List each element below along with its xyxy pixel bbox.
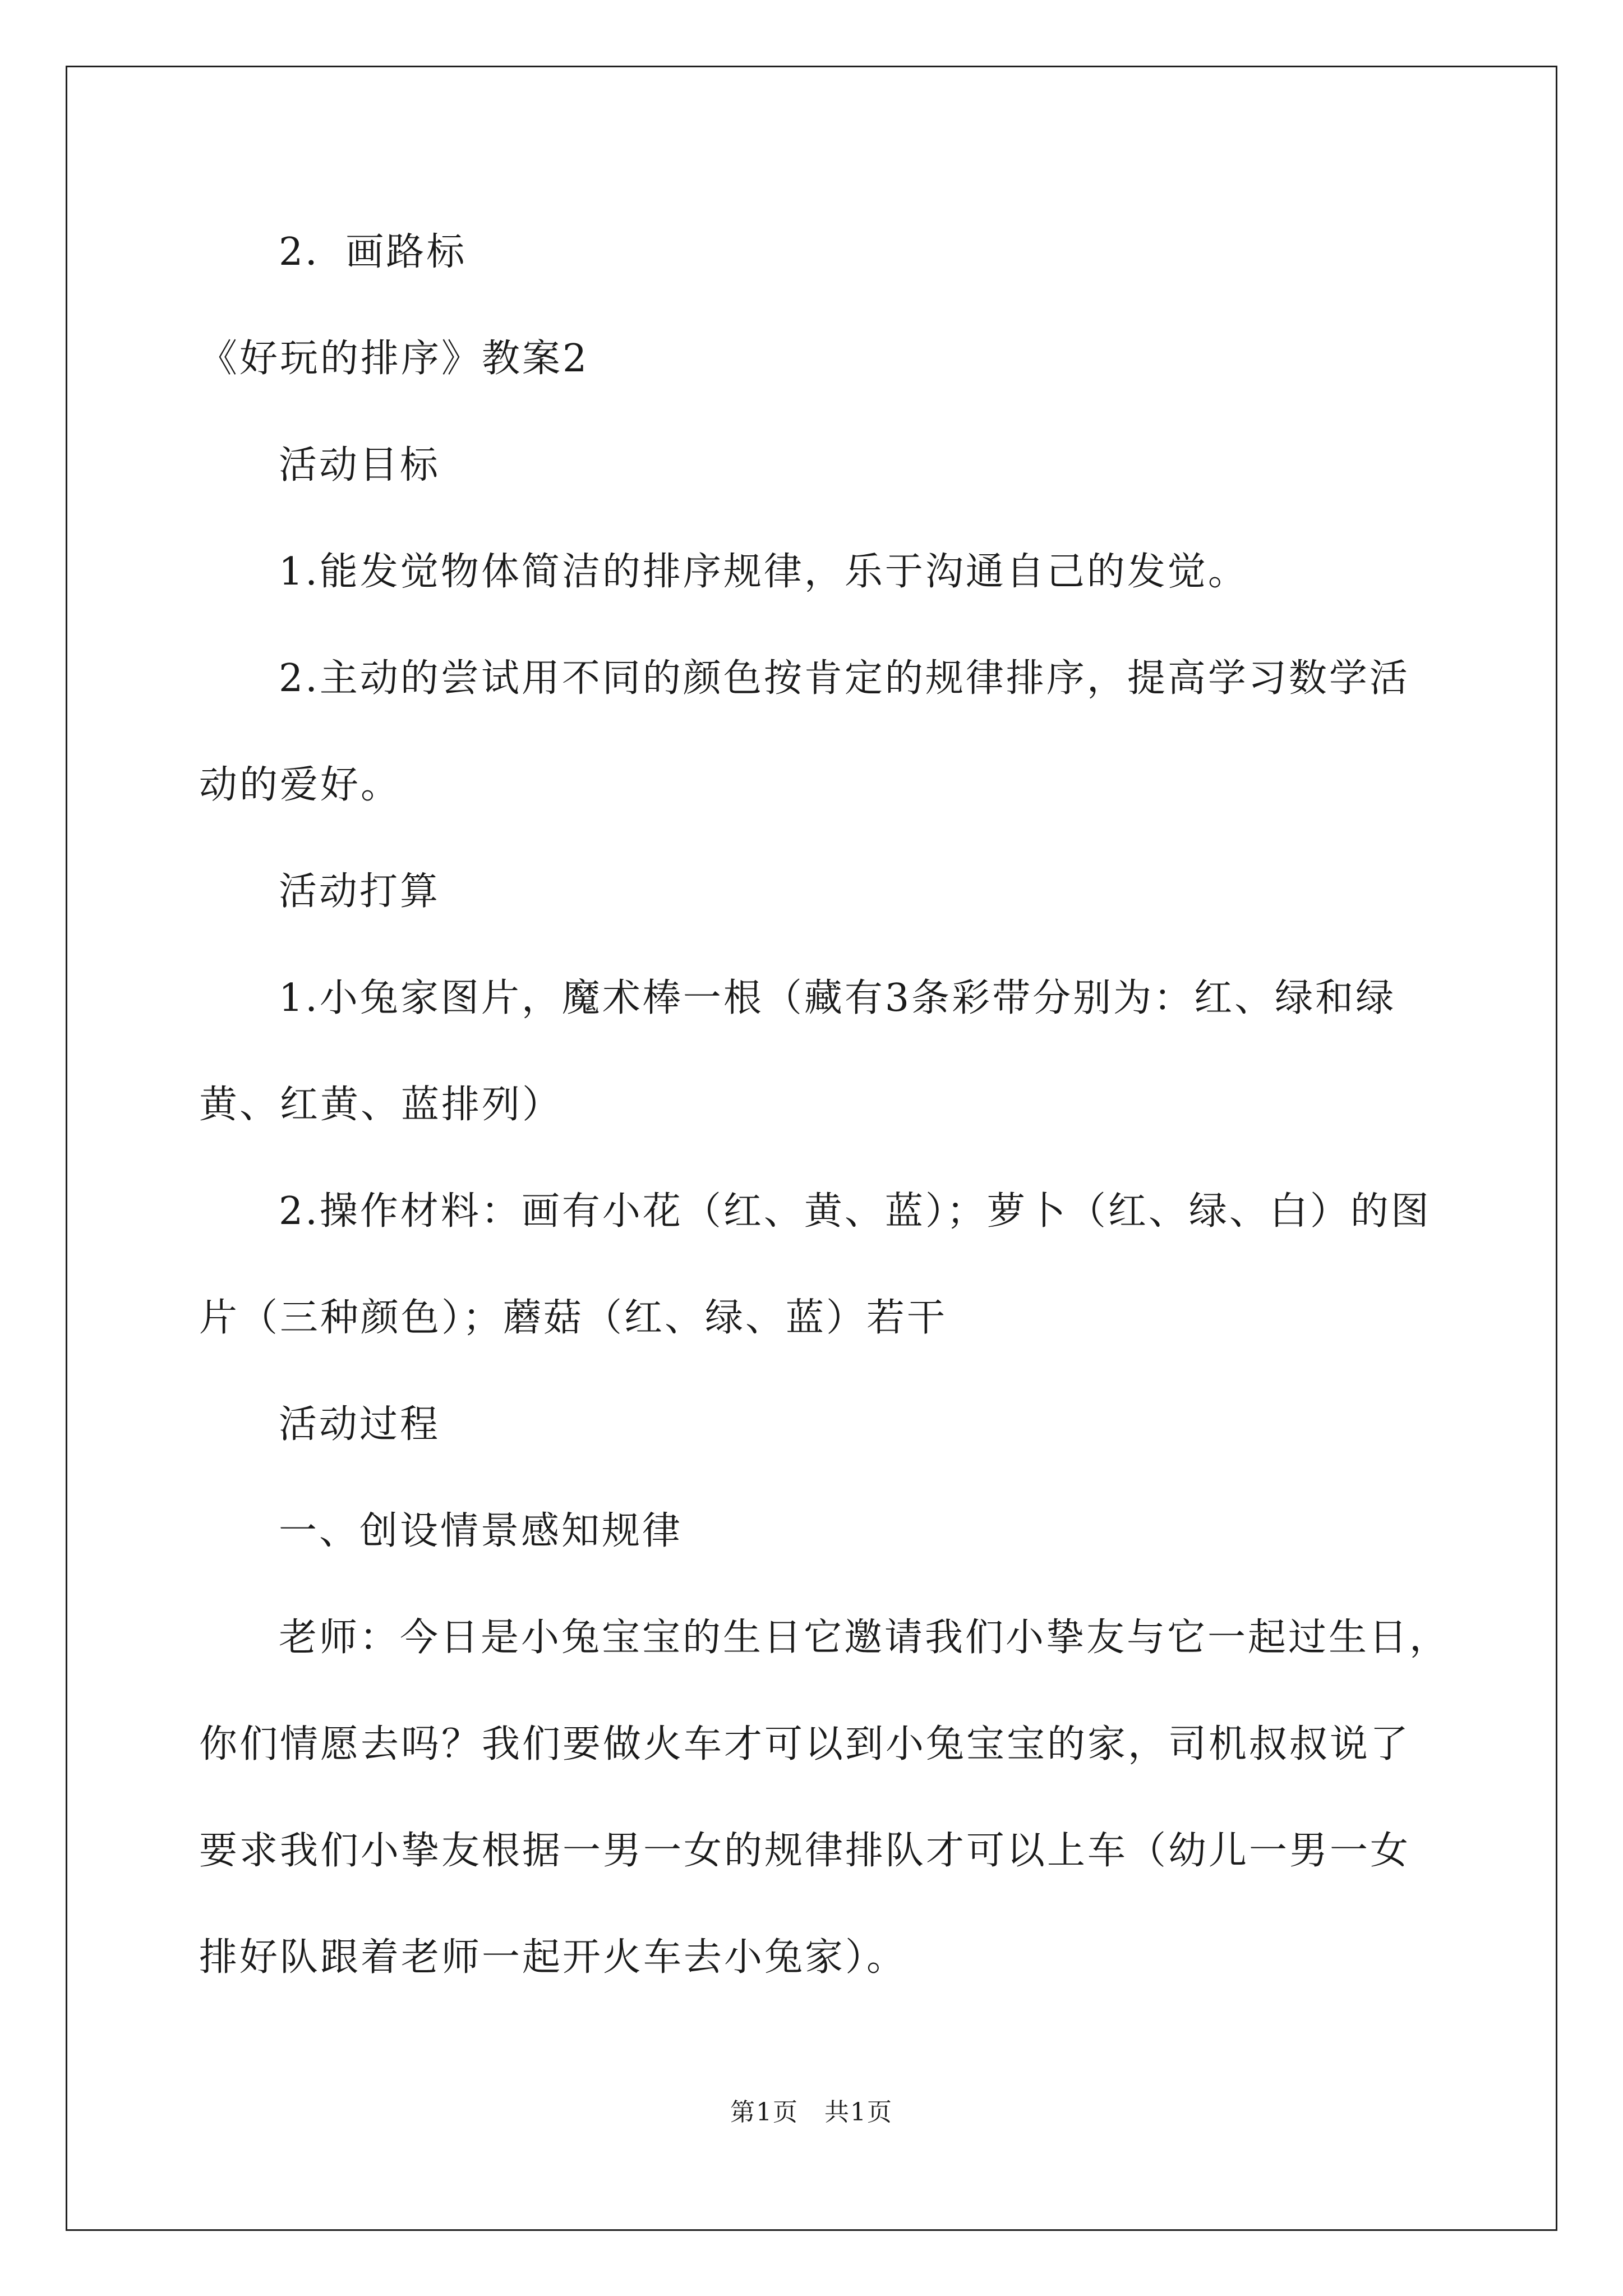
paragraph-line: 老师：今日是小兔宝宝的生日它邀请我们小挚友与它一起过生日，: [279, 1616, 1450, 1660]
preparation-item-2: 2.操作材料：画有小花（红、黄、蓝）；萝卜（红、绿、白）的图: [279, 1189, 1431, 1234]
goal-item-2-continued: 动的爱好。: [199, 763, 402, 807]
preparation-item-1-continued: 黄、红黄、蓝排列）: [199, 1083, 563, 1127]
lesson-title: 《好玩的排序》教案2: [199, 337, 589, 381]
section-heading-preparation: 活动打算: [279, 869, 441, 914]
page-footer: 第1页 共1页: [730, 2098, 893, 2127]
process-step-1: 一、创设情景感知规律: [279, 1509, 683, 1553]
preparation-item-1: 1.小兔家图片，魔术棒一根（藏有3条彩带分别为：红、绿和绿: [279, 976, 1396, 1020]
paragraph-line: 你们情愿去吗？我们要做火车才可以到小兔宝宝的家，司机叔叔说了: [199, 1722, 1411, 1766]
section-heading-goals: 活动目标: [279, 443, 441, 487]
section-heading-process: 活动过程: [279, 1402, 441, 1447]
paragraph-line: 要求我们小挚友根据一男一女的规律排队才可以上车（幼儿一男一女: [199, 1829, 1411, 1873]
goal-item-1: 1.能发觉物体简洁的排序规律，乐于沟通自己的发觉。: [279, 550, 1248, 594]
goal-item-2: 2.主动的尝试用不同的颜色按肯定的规律排序，提高学习数学活: [279, 656, 1410, 701]
list-item-draw-signpost: 2．画路标: [279, 230, 467, 274]
preparation-item-2-continued: 片（三种颜色）；蘑菇（红、绿、蓝）若干: [199, 1296, 948, 1340]
paragraph-line: 排好队跟着老师一起开火车去小兔家）。: [199, 1935, 907, 1980]
page-border: [66, 66, 1557, 2231]
